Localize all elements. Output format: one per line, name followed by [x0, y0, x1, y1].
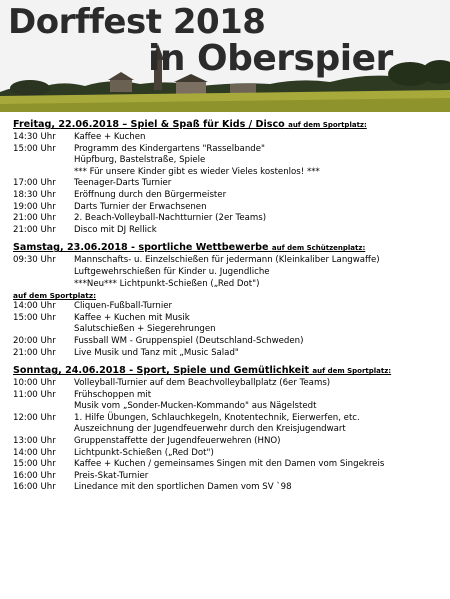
schedule-row: 20:00 Uhr Fussball WM - Gruppenspiel (Deutschland-Schweden)	[13, 335, 304, 346]
schedule-row: Salutschießen + Siegerehrungen	[74, 324, 216, 335]
schedule-row: ***Neu*** Lichtpunkt-Schießen („Red Dot")	[74, 278, 260, 289]
schedule-row: Luftgewehrschießen für Kinder u. Jugendliche	[74, 266, 270, 277]
schedule-row: 15:00 Uhr Programm des Kindergartens "Rasselbande"	[13, 143, 265, 154]
section-heading-friday: Freitag, 22.06.2018 – Spiel & Spaß für Kids / Disco auf dem Sportplatz:	[13, 119, 367, 130]
schedule-row: *** Für unsere Kinder gibt es wieder Vieles kostenlos! ***	[74, 166, 320, 177]
schedule-row: Auszeichnung der Jugendfeuerwehr durch den Kreisjugendwart	[74, 424, 346, 435]
schedule-row: 14:00 Uhr Cliquen-Fußball-Turnier	[13, 301, 173, 312]
schedule-row: 17:00 Uhr Teenager-Darts Turnier	[13, 178, 172, 189]
schedule-row: 10:00 Uhr Volleyball-Turnier auf dem Beachvolleyballplatz (6er Teams)	[13, 378, 331, 389]
section-heading-sunday: Sonntag, 24.06.2018 - Sport, Spiele und Gemütlichkeit auf dem Sportplatz:	[13, 365, 392, 377]
schedule-row: 19:00 Uhr Darts Turnier der Erwachsenen	[13, 201, 207, 212]
title-line-2: in Oberspier	[148, 38, 393, 79]
section-heading-saturday: Samstag, 23.06.2018 - sportliche Wettbewerbe auf dem Schützenplatz:	[13, 242, 366, 254]
title-line-1: Dorffest 2018	[8, 2, 266, 42]
schedule-row: 15:00 Uhr Kaffee + Kuchen / gemeinsames Singen mit den Damen vom Singekreis	[13, 459, 385, 470]
schedule-row: 14:00 Uhr Lichtpunkt-Schießen („Red Dot")	[13, 447, 214, 458]
schedule-row: 21:00 Uhr Live Musik und Tanz mit „Music Salad"	[13, 347, 239, 358]
schedule-row: 09:30 Uhr Mannschafts- u. Einzelschießen für jedermann (Kleinkaliber Langwaffe)	[13, 255, 380, 266]
schedule-row: 14:30 Uhr Kaffee + Kuchen	[13, 132, 146, 142]
sub-heading-sportplatz: auf dem Sportplatz:	[13, 291, 97, 301]
schedule-row: 21:00 Uhr Disco mit DJ Rellick	[13, 224, 157, 235]
header-banner	[0, 0, 450, 112]
schedule-row: 18:30 Uhr Eröffnung durch den Bürgermeister	[13, 189, 227, 200]
schedule-row: 12:00 Uhr 1. Hilfe Übungen, Schlauchkegeln, Knotentechnik, Eierwerfen, etc.	[13, 412, 360, 423]
schedule-row: 21:00 Uhr 2. Beach-Volleyball-Nachtturnier (2er Teams)	[13, 213, 267, 224]
schedule-row: Musik vom „Sonder-Mucken-Kommando" aus Nägelstedt	[74, 401, 317, 412]
program-schedule	[0, 118, 450, 494]
schedule-row: Hüpfburg, Bastelstraße, Spiele	[74, 155, 206, 166]
schedule-row: 13:00 Uhr Gruppenstaffette der Jugendfeuerwehren (HNO)	[13, 436, 281, 447]
schedule-row: 16:00 Uhr Preis-Skat-Turnier	[13, 470, 149, 481]
schedule-row: 11:00 Uhr Frühschoppen mit	[13, 389, 152, 400]
schedule-row: 16:00 Uhr Linedance mit den sportlichen Damen vom SV `98	[13, 482, 292, 493]
schedule-row: 15:00 Uhr Kaffee + Kuchen mit Musik	[13, 312, 190, 323]
